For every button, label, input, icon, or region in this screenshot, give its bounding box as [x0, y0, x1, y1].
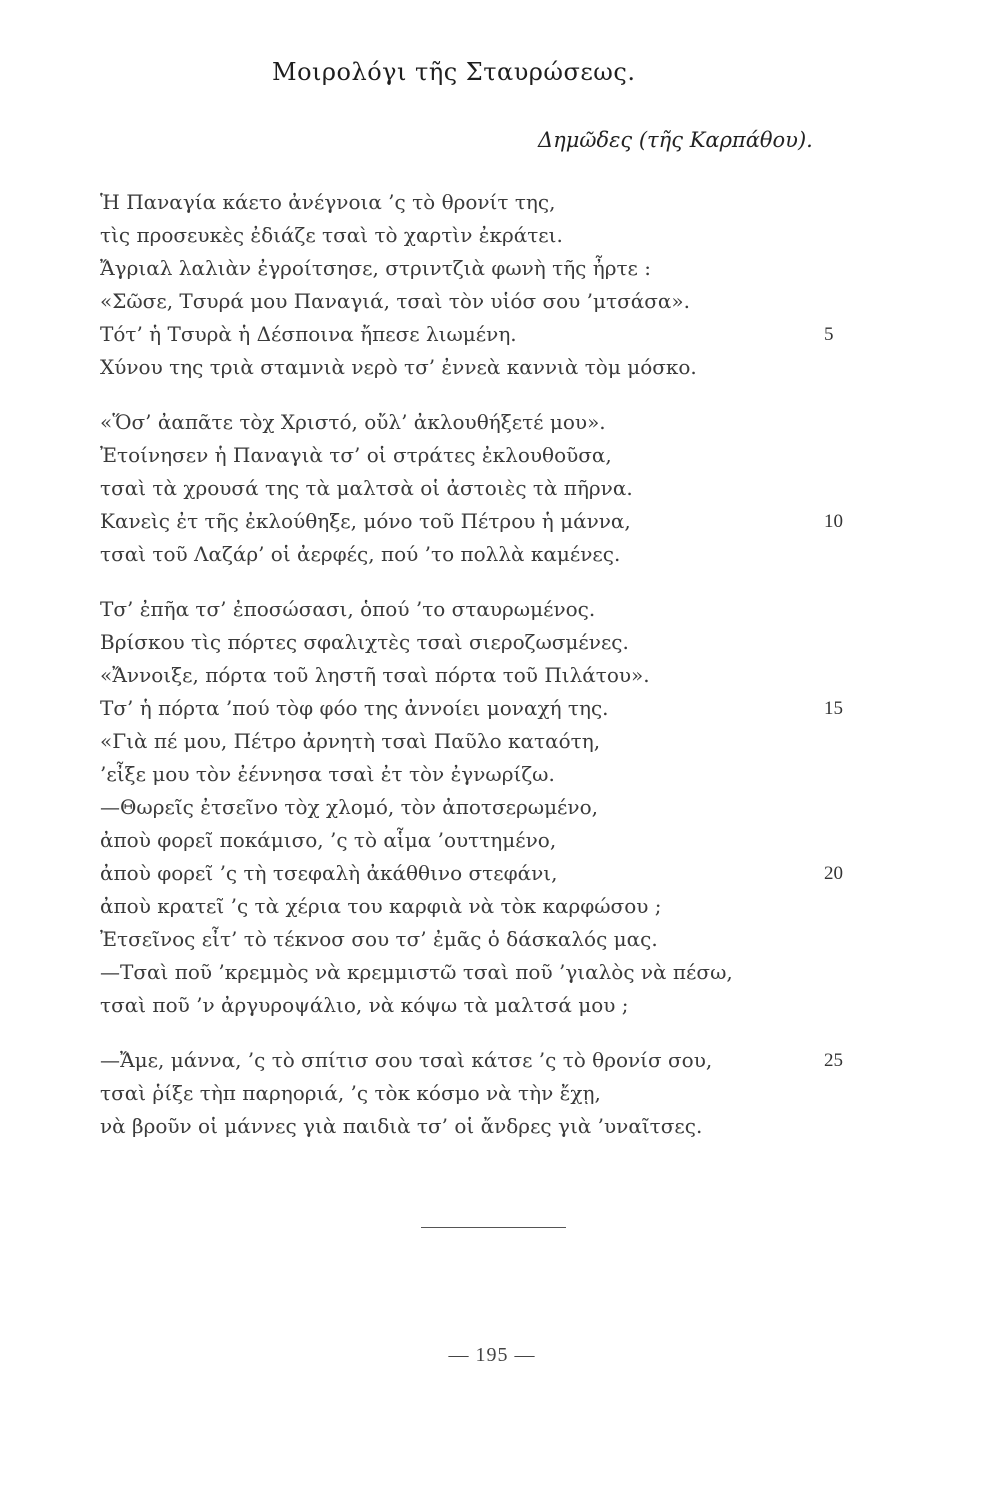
horizontal-rule	[421, 1227, 566, 1228]
poem-line-text: ἀποὺ φορεῖ ’ς τὴ τσεφαλὴ ἀκάθθινο στεφάνι,	[100, 861, 558, 885]
poem-line-text: ’εἶξε μου τὸν ἐέννησα τσαὶ ἐτ τὸν ἐγνωρίζω.	[100, 762, 555, 786]
poem-line-text: Τσ’ ἐπῆα τσ’ ἐποσώσασι, ὁπού ’το σταυρωμένος.	[100, 597, 596, 621]
poem-line	[100, 824, 860, 857]
poem-line	[100, 406, 860, 439]
poem-line-text: —Τσαὶ ποῦ ’κρεμμὸς νὰ κρεμμιστῶ τσαὶ ποῦ ’γιαλὸς νὰ πέσω,	[100, 960, 733, 984]
line-number: 15	[824, 698, 843, 719]
poem-line	[100, 626, 860, 659]
poem-line	[100, 351, 860, 384]
poem-line-text: «Ἄννοιξε, πόρτα τοῦ ληστῆ τσαὶ πόρτα τοῦ Πιλάτου».	[100, 663, 650, 687]
poem-line	[100, 252, 860, 285]
line-number: 25	[824, 1050, 843, 1071]
poem-line-text: Βρίσκου τὶς πόρτες σφαλιχτὲς τσαὶ σιεροζωσμένες.	[100, 630, 629, 654]
line-number: 10	[824, 511, 843, 532]
poem-line-text: νὰ βροῦν οἱ μάννες γιὰ παιδιὰ τσ’ οἱ ἄνδρες γιὰ ’υναῖτσες.	[100, 1114, 703, 1138]
stanza	[100, 186, 860, 384]
poem-line-text: τσαὶ τὰ χρουσά της τὰ μαλτσὰ οἱ ἀστοιὲς τὰ πῆρνα.	[100, 476, 633, 500]
poem-line	[100, 186, 860, 219]
poem-line-text: —Θωρεῖς ἐτσεῖνο τὸχ χλομό, τὸν ἀποτσερωμένο,	[100, 795, 598, 819]
poem-title: Μοιρολόγι τῆς Σταυρώσεως.	[272, 58, 636, 86]
poem-line	[100, 472, 860, 505]
poem-line-text: —Ἄμε, μάννα, ’ς τὸ σπίτισ σου τσαὶ κάτσε ’ς τὸ θρονίσ σου,	[100, 1048, 713, 1072]
stanza	[100, 593, 860, 1022]
poem-subtitle: Δημῶδες (τῆς Καρπάθου).	[538, 128, 813, 152]
page-number: — 195 —	[448, 1344, 536, 1366]
poem-line-text: Κανεὶς ἐτ τῆς ἐκλούθηξε, μόνο τοῦ Πέτρου ἡ μάννα,	[100, 509, 631, 533]
poem-line-text: τσαὶ ποῦ ’ν ἀργυροψάλιο, νὰ κόψω τὰ μαλτσά μου ;	[100, 993, 629, 1017]
poem-line	[100, 791, 860, 824]
poem-line-text: ἀποὺ φορεῖ ποκάμισο, ’ς τὸ αἷμα ’ουττημένο,	[100, 828, 557, 852]
poem-line	[100, 1110, 860, 1143]
line-number: 20	[824, 863, 843, 884]
poem-line	[100, 318, 860, 351]
poem-line-text: Χύνου της τριὰ σταμνιὰ νερὸ τσ’ ἐννεὰ καννιὰ τὸμ μόσκο.	[100, 355, 697, 379]
poem-line-text: Τότ’ ἡ Τσυρὰ ἡ Δέσποινα ἤπεσε λιωμένη.	[100, 322, 517, 346]
poem-line	[100, 538, 860, 571]
poem-line	[100, 285, 860, 318]
poem-line	[100, 1077, 860, 1110]
poem-line	[100, 593, 860, 626]
poem-line	[100, 857, 860, 890]
stanza	[100, 1044, 860, 1143]
poem-line	[100, 692, 860, 725]
poem-line	[100, 219, 860, 252]
stanza	[100, 406, 860, 571]
poem-line-text: «Γιὰ πέ μου, Πέτρο ἀρνητὴ τσαὶ Παῦλο καταότη,	[100, 729, 601, 753]
poem-line-text: τσαὶ τοῦ Λαζάρ’ οἱ ἀερφές, πού ’το πολλὰ καμένες.	[100, 542, 621, 566]
poem-line	[100, 439, 860, 472]
poem-line-text: ἀποὺ κρατεῖ ’ς τὰ χέρια του καρφιὰ νὰ τὸκ καρφώσου ;	[100, 894, 662, 918]
poem-line	[100, 758, 860, 791]
poem-line-text: τὶς προσευκὲς ἐδιάζε τσαὶ τὸ χαρτὶν ἐκράτει.	[100, 223, 563, 247]
poem-line-text: Τσ’ ἡ πόρτα ’πού τὸφ φόο της ἀννοίει μοναχή της.	[100, 696, 609, 720]
poem-line	[100, 1044, 860, 1077]
poem-line-text: «Ὅσ’ ἀαπᾶτε τὸχ Χριστό, οὔλ’ ἀκλουθήξετέ μου».	[100, 410, 606, 434]
poem-line-text: Ἐτοίνησεν ἡ Παναγιὰ τσ’ οἱ στράτες ἐκλουθοῦσα,	[100, 443, 612, 467]
poem-line	[100, 659, 860, 692]
poem-line	[100, 923, 860, 956]
poem-line-text: Ἡ Παναγία κάετο ἀνέγνοια ’ς τὸ θρονίτ της,	[100, 190, 556, 214]
poem-line-text: Ἐτσεῖνος εἶτ’ τὸ τέκνοσ σου τσ’ ἐμᾶς ὁ δάσκαλός μας.	[100, 927, 658, 951]
poem-line-text: τσαὶ ῥίξε τὴπ παρηοριά, ’ς τὸκ κόσμο νὰ τὴν ἔχῃ,	[100, 1081, 601, 1105]
poem-line	[100, 989, 860, 1022]
poem-body	[100, 186, 860, 1143]
poem-line	[100, 505, 860, 538]
poem-line-text: Ἄγριαλ λαλιὰν ἐγροίτσησε, στριντζιὰ φωνὴ τῆς ἦρτε :	[100, 256, 652, 280]
poem-line-text: «Σῶσε, Τσυρά μου Παναγιά, τσαὶ τὸν υἱόσ σου ’μτσάσα».	[100, 289, 690, 313]
poem-line	[100, 956, 860, 989]
poem-line	[100, 890, 860, 923]
poem-line	[100, 725, 860, 758]
line-number: 5	[824, 324, 834, 345]
